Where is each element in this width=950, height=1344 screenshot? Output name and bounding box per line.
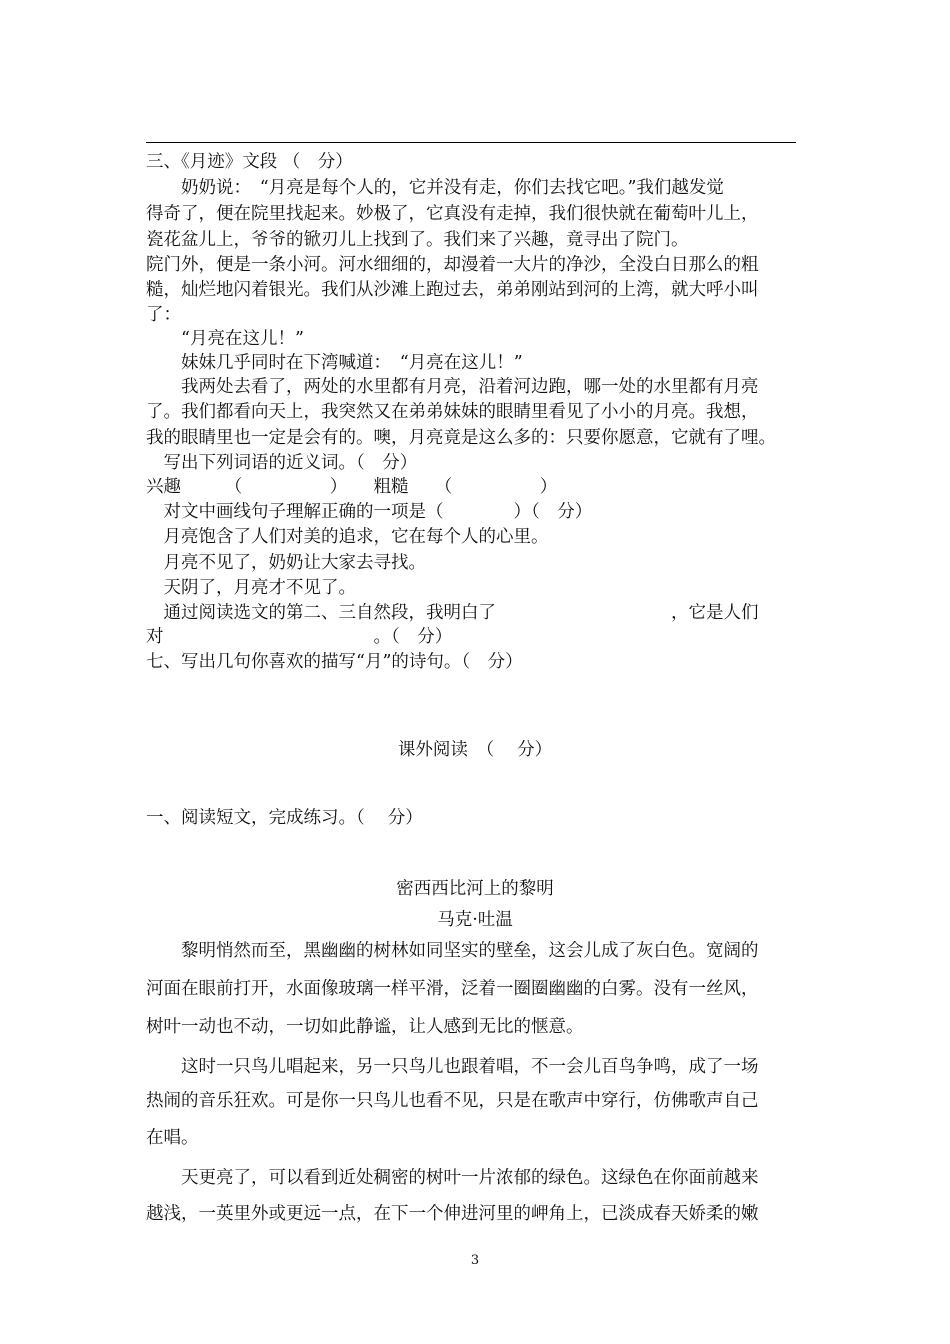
- quote-line: 妹妹几乎同时在下湾喊道： “月亮在这儿！”: [146, 353, 523, 373]
- paragraph-line: 了。我们都看向天上，我突然又在弟弟妹妹的眼睛里看见了小小的月亮。我想，: [146, 402, 759, 422]
- paragraph-line: 了：: [146, 305, 181, 325]
- article-line: 在唱。: [146, 1128, 199, 1148]
- quote-line: “月亮在这儿！”: [146, 329, 304, 349]
- question-synonyms: 写出下列词语的近义词。（ 分）: [146, 453, 418, 473]
- paragraph-line: 得奇了，便在院里找起来。妙极了，它真没有走掉，我们很快就在葡萄叶儿上，: [146, 204, 759, 224]
- question-understanding: 对文中画线句子理解正确的一项是（ ）（ 分）: [146, 502, 593, 522]
- extra-reading-title: 课外阅读 （ 分）: [397, 740, 553, 760]
- section-heading: 三、《月迹》文段 （ 分）: [146, 152, 353, 172]
- article-author: 马克·吐温: [437, 910, 513, 930]
- option-line: 天阴了，月亮才不见了。: [146, 578, 356, 598]
- option-line: 月亮不见了，奶奶让大家去寻找。: [146, 553, 426, 573]
- synonym-blanks: 兴趣 （ ） 粗糙 （ ）: [146, 477, 558, 497]
- task-instruction: 一、阅读短文，完成练习。（ 分）: [146, 808, 423, 828]
- article-line: 热闹的音乐狂欢。可是你一只鸟儿也看不见，只是在歌声中穿行，仿佛歌声自己: [146, 1091, 759, 1111]
- article-line: 河面在眼前打开，水面像玻璃一样平滑，泛着一圈圈幽幽的白雾。没有一丝风，: [146, 979, 759, 999]
- article-line: 天更亮了，可以看到近处稠密的树叶一片浓郁的绿色。这绿色在你面前越来: [146, 1168, 759, 1188]
- question-fill-blank: 对 。（ 分）: [146, 627, 453, 647]
- article-line: 黎明悄然而至，黑幽幽的树林如同坚实的壁垒，这会儿成了灰白色。宽阔的: [146, 941, 759, 961]
- article-title: 密西西比河上的黎明: [396, 879, 554, 899]
- paragraph-line: 我两处去看了，两处的水里都有月亮，沿着河边跑，哪一处的水里都有月亮: [146, 377, 759, 397]
- paragraph-line: 奶奶说： “月亮是每个人的，它并没有走，你们去找它吧。”我们越发觉: [146, 178, 724, 198]
- option-line: 月亮饱含了人们对美的追求，它在每个人的心里。: [146, 527, 549, 547]
- paragraph-line: 我的眼睛里也一定是会有的。噢，月亮竟是这么多的：只要你愿意，它就有了哩。: [146, 428, 776, 448]
- paragraph-line: 瓷花盆儿上，爷爷的锨刃儿上找到了。我们来了兴趣，竟寻出了院门。: [146, 230, 689, 250]
- paragraph-line: 糙，灿烂地闪着银光。我们从沙滩上跑过去，弟弟刚站到河的上湾，就大呼小叫: [146, 280, 759, 300]
- paragraph-line: 院门外，便是一条小河。河水细细的，却漫着一大片的净沙，全没白日那么的粗: [146, 255, 759, 275]
- question-fill-blank: 通过阅读选文的第二、三自然段，我明白了 ，它是人们: [146, 603, 759, 623]
- page-number: 3: [470, 1253, 480, 1268]
- article-line: 树叶一动也不动，一切如此静谧，让人感到无比的惬意。: [146, 1017, 584, 1037]
- article-line: 这时一只鸟儿唱起来，另一只鸟儿也跟着唱，不一会儿百鸟争鸣，成了一场: [146, 1057, 759, 1077]
- article-line: 越浅，一英里外或更远一点，在下一个伸进河里的岬角上，已淡成春天娇柔的嫩: [146, 1204, 759, 1224]
- question-poems: 七、写出几句你喜欢的描写“月”的诗句。（ 分）: [146, 652, 523, 672]
- header-rule: [146, 142, 796, 143]
